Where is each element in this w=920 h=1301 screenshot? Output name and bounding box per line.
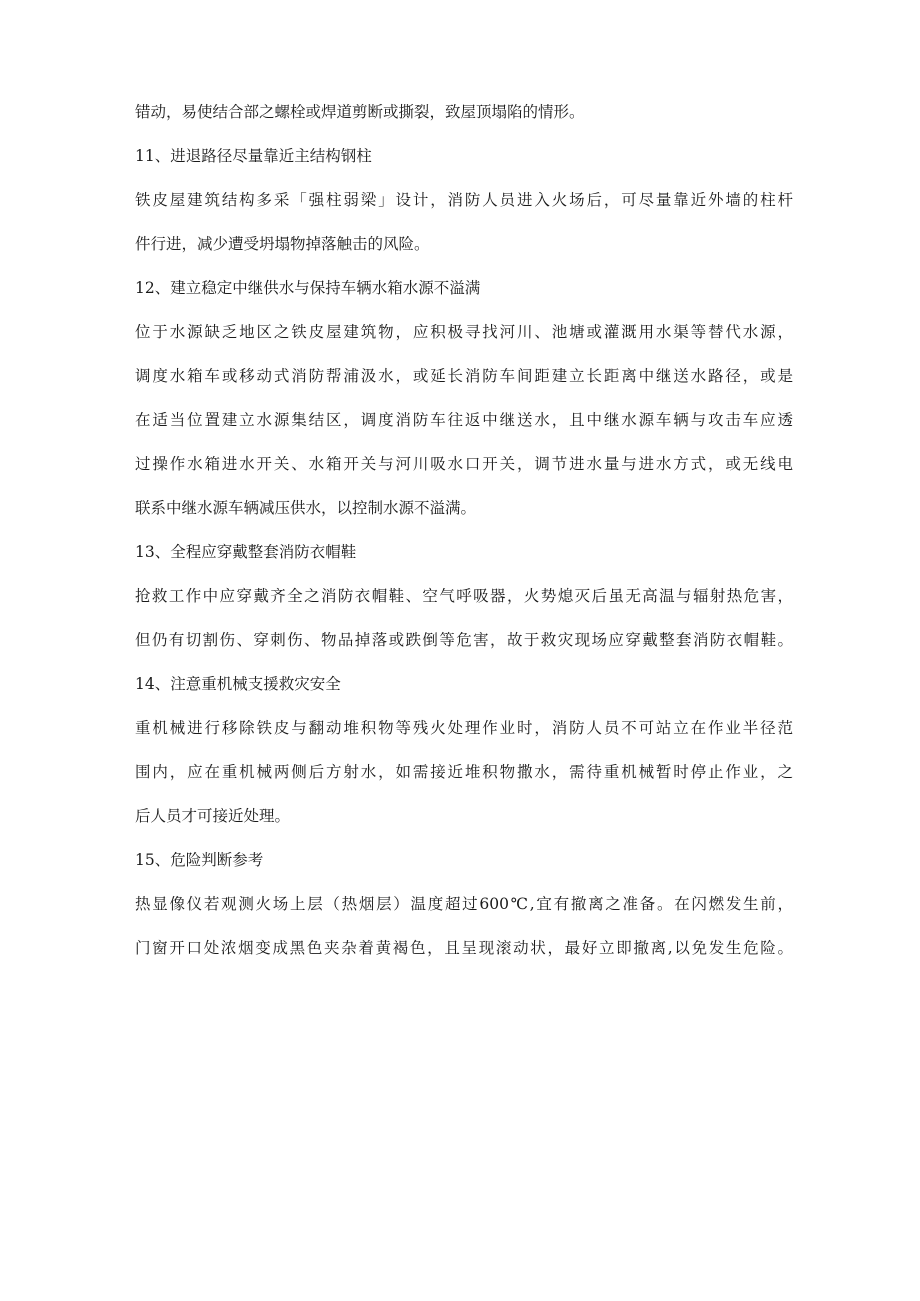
section-heading-14: 14、注意重机械支援救灾安全 [135, 675, 341, 693]
paragraph-line: 门窗开口处浓烟变成黑色夹杂着黄褐色，且呈现滚动状，最好立即撤离,以免发生危险。 [135, 939, 793, 957]
section-heading-12: 12、建立稳定中继供水与保持车辆水箱水源不溢满 [135, 279, 481, 297]
paragraph-line: 后人员才可接近处理。 [135, 807, 291, 825]
document-body [135, 98, 795, 978]
paragraph-line: 件行进，减少遭受坍塌物掉落触击的风险。 [135, 235, 430, 253]
paragraph-line: 位于水源缺乏地区之铁皮屋建筑物，应积极寻找河川、池塘或灌溉用水渠等替代水源， [135, 323, 793, 341]
paragraph-line: 但仍有切割伤、穿刺伤、物品掉落或跌倒等危害，故于救灾现场应穿戴整套消防衣帽鞋。 [135, 631, 793, 649]
paragraph-line: 过操作水箱进水开关、水箱开关与河川吸水口开关，调节进水量与进水方式，或无线电 [135, 455, 793, 473]
section-heading-13: 13、全程应穿戴整套消防衣帽鞋 [135, 543, 357, 561]
paragraph-line: 联系中继水源车辆减压供水，以控制水源不溢满。 [135, 499, 477, 517]
paragraph-line: 在适当位置建立水源集结区，调度消防车往返中继送水，且中继水源车辆与攻击车应透 [135, 411, 793, 429]
paragraph-line: 重机械进行移除铁皮与翻动堆积物等残火处理作业时，消防人员不可站立在作业半径范 [135, 719, 793, 737]
paragraph-line: 调度水箱车或移动式消防帮浦汲水，或延长消防车间距建立长距离中继送水路径，或是 [135, 367, 793, 385]
paragraph-line: 围内，应在重机械两侧后方射水，如需接近堆积物撒水，需待重机械暂时停止作业，之 [135, 763, 793, 781]
section-heading-11: 11、进退路径尽量靠近主结构钢柱 [135, 147, 372, 165]
paragraph-line: 抢救工作中应穿戴齐全之消防衣帽鞋、空气呼吸器，火势熄灭后虽无高温与辐射热危害， [135, 587, 793, 605]
paragraph-line: 错动，易使结合部之螺栓或焊道剪断或撕裂，致屋顶塌陷的情形。 [135, 103, 585, 121]
section-heading-15: 15、危险判断参考 [135, 851, 264, 869]
paragraph-line: 热显像仪若观测火场上层（热烟层）温度超过600℃,宜有撤离之准备。在闪燃发生前， [135, 895, 793, 913]
paragraph-line: 铁皮屋建筑结构多采「强柱弱梁」设计，消防人员进入火场后，可尽量靠近外墙的柱杆 [135, 191, 793, 209]
